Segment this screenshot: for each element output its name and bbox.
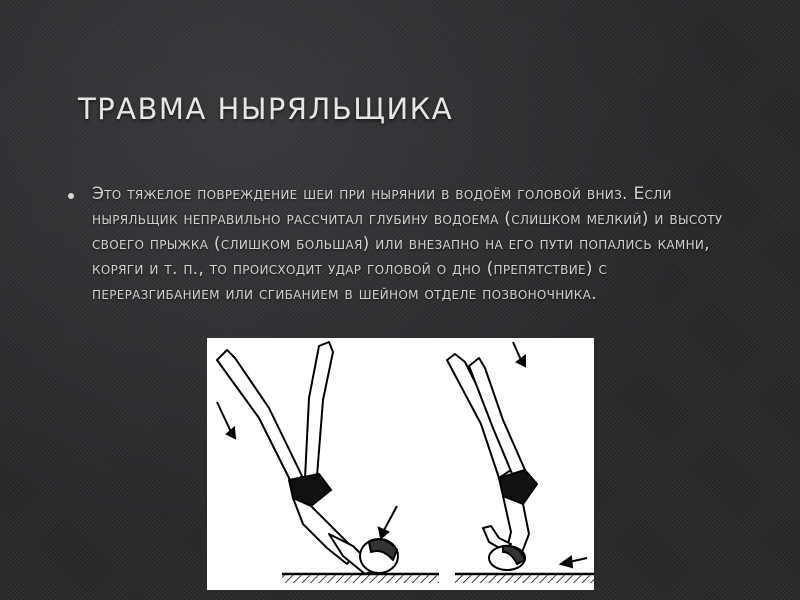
arrow-icon <box>379 506 397 538</box>
arrow-icon <box>513 342 525 366</box>
bullet-dot-icon <box>68 193 74 199</box>
ground-right-icon <box>455 574 594 583</box>
arrow-icon <box>217 402 235 438</box>
illustration-svg <box>207 338 594 590</box>
arrow-icon <box>561 557 587 567</box>
diver-flexion-figure <box>447 354 537 570</box>
ground-left-icon <box>282 574 439 583</box>
slide-title: ТРАВМА НЫРЯЛЬЩИКА <box>78 92 454 126</box>
bullet-text: Это тяжелое повреждение шеи при нырянии в водоём головой вниз. Если ныряльщик неправильно рассчитал глубину водоема (слишком мелкий) и высоту своего прыжка (слишком большая) или внезапно на его пути попались камни, коряги и т. п., то происходит удар головой о дно (препятствие) с переразгибанием или сгибанием в шейном отделе позвоночника. <box>92 184 723 304</box>
diver-injury-illustration <box>207 338 594 590</box>
diver-hyperextension-figure <box>217 342 398 574</box>
